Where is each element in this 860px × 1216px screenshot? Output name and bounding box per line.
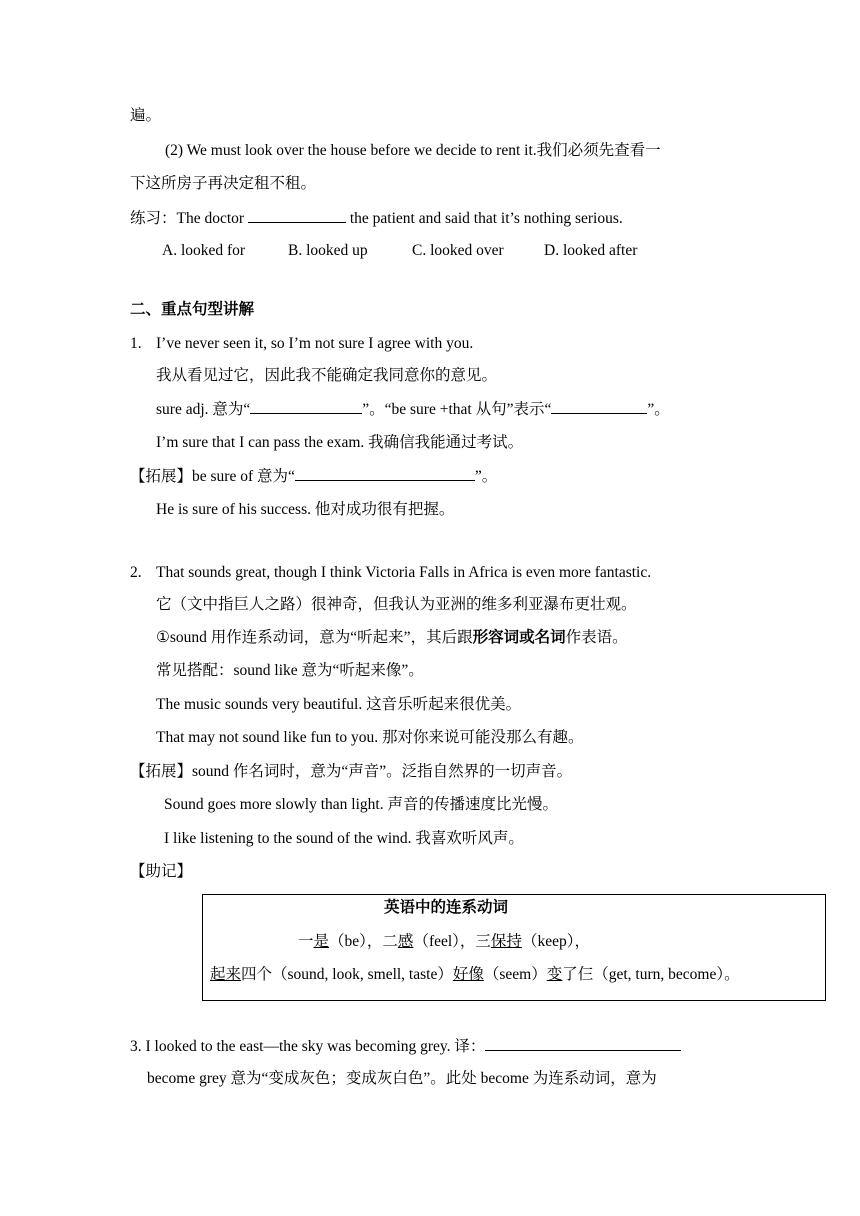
note-part: ”。“be sure +that 从句”表示“ [362,401,552,418]
text-line: 遍。 [130,107,162,124]
mnemonic-label: 【助记】 [130,863,193,880]
sentence-en: 3. I looked to the east—the sky was becoming grey. 译： [130,1038,486,1055]
box-title: 英语中的连系动词 [384,899,509,916]
example-line: The music sounds very beautiful. 这音乐听起来很优美。 [156,696,522,713]
extension-part: 【拓展】be sure of 意为“ [130,468,295,485]
sentence-en: I’ve never seen it, so I’m not sure I agree with you. [156,335,474,352]
box-text: 了仨（get, turn, become）。 [562,966,740,983]
example-line: I’m sure that I can pass the exam. 我确信我能通过考试。 [156,434,524,451]
item-number: 2. [130,564,142,581]
note-line: become grey 意为“变成灰色；变成灰白色”。此处 become 为连系动词，意为 [147,1070,657,1087]
extension-part: ”。 [474,468,498,485]
box-keyword: 是 [313,933,330,950]
box-keyword: 保持 [490,933,522,950]
extension-line [130,466,497,487]
box-line [210,965,740,985]
sentence-cn: 它（文中指巨人之路）很神奇，但我认为亚洲的维多利亚瀑布更壮观。 [156,596,637,613]
answer-blank[interactable] [248,208,346,223]
exercise-suffix: the patient and said that it’s nothing serious. [345,210,623,227]
note-line [156,399,670,420]
box-keyword: 好像 [452,966,484,983]
answer-blank[interactable] [295,466,475,481]
option-c: C. looked over [412,242,504,259]
note-part: sure adj. 意为“ [156,401,251,418]
option-a: A. looked for [162,242,246,259]
note-part: ”。 [647,401,670,418]
example-line: He is sure of his success. 他对成功很有把握。 [156,501,455,518]
note-part: 作表语。 [565,629,628,646]
sentence-cn: 我从看见过它，因此我不能确定我同意你的意见。 [156,367,498,384]
exercise-prefix: 练习：The doctor [130,210,248,227]
option-d: D. looked after [544,242,638,259]
example-line: Sound goes more slowly than light. 声音的传播速度比光慢。 [164,796,558,813]
box-text: （be），二 [329,933,398,950]
answer-blank[interactable] [250,399,362,414]
note-line [156,628,628,648]
box-text: 四个（sound, look, smell, taste） [241,966,453,983]
note-emphasis: 形容词或名词 [472,629,566,646]
example-line: That may not sound like fun to you. 那对你来说可能没那么有趣。 [156,729,584,746]
answer-blank[interactable] [551,399,647,414]
box-text: 一 [298,933,314,950]
box-text: （seem） [483,966,547,983]
box-keyword: 感 [397,933,414,950]
item-number: 1. [130,335,142,352]
exercise-line [130,208,623,229]
text-line: (2) We must look over the house before we decide to rent it.我们必须先查看一 [165,142,661,159]
box-keyword: 起来 [210,966,242,983]
box-text: （keep）， [521,933,590,950]
box-text: （feel），三 [413,933,491,950]
box-keyword: 变 [546,966,563,983]
option-b: B. looked up [288,242,368,259]
note-part: ①sound 用作连系动词，意为“听起来”，其后跟 [156,629,473,646]
sentence-en: That sounds great, though I think Victoria Falls in Africa is even more fantastic. [156,564,652,581]
section-heading: 二、重点句型讲解 [130,301,255,318]
answer-blank[interactable] [485,1036,681,1051]
note-line: 常见搭配：sound like 意为“听起来像”。 [156,662,424,679]
box-line [298,932,590,952]
extension-line: 【拓展】sound 作名词时，意为“声音”。泛指自然界的一切声音。 [130,763,573,780]
text-line: 下这所房子再决定租不租。 [130,175,317,192]
sentence-line [130,1036,681,1057]
example-line: I like listening to the sound of the wind. 我喜欢听风声。 [164,830,524,847]
